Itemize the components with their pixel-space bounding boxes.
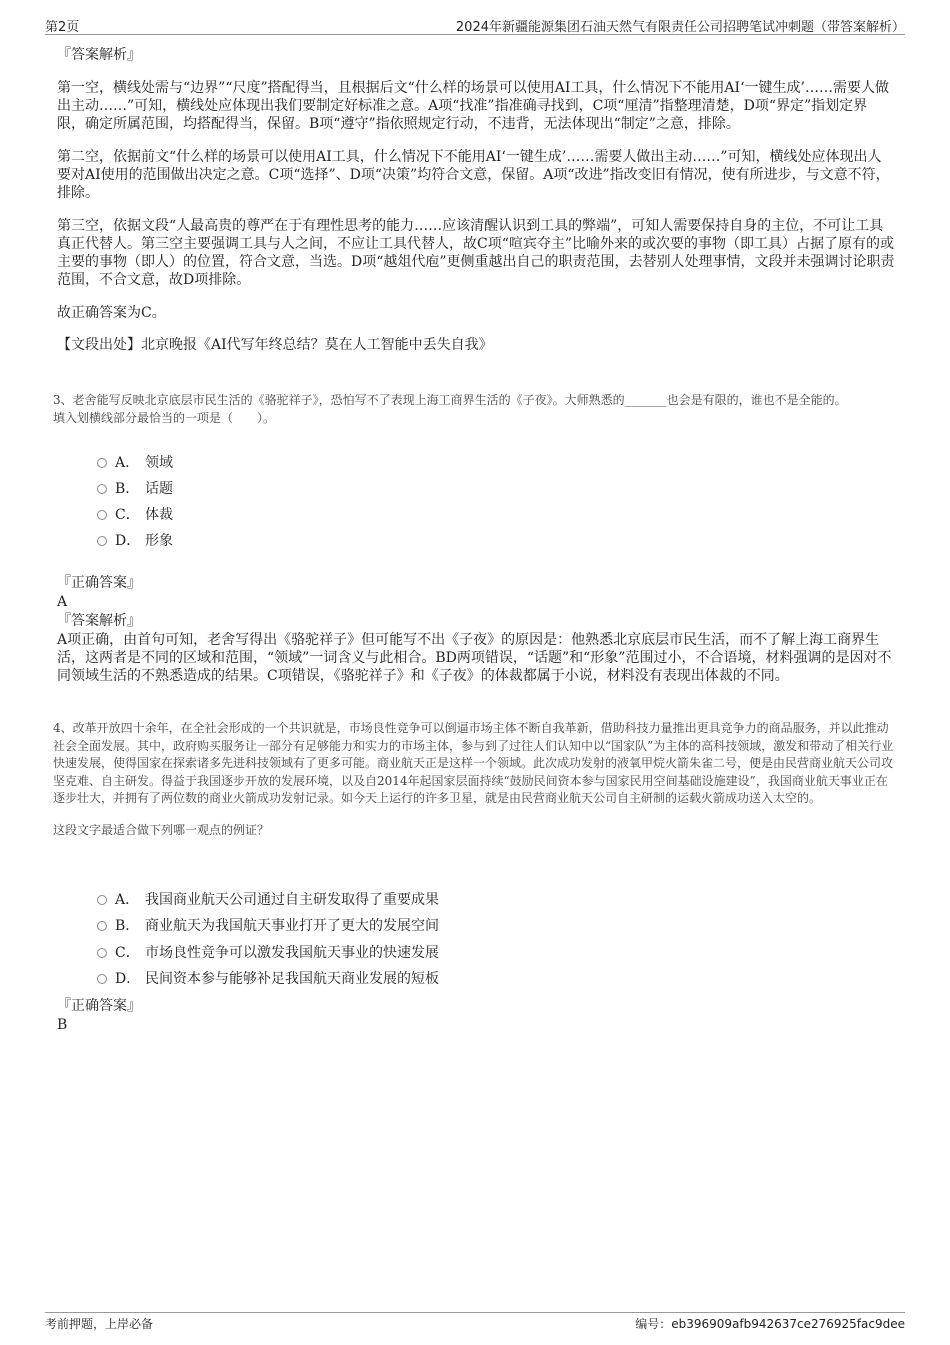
radio-icon[interactable]: [97, 895, 107, 905]
radio-icon[interactable]: [97, 484, 107, 494]
radio-icon[interactable]: [97, 458, 107, 468]
option-b[interactable]: B． 话题: [97, 480, 173, 498]
question-prompt: 填入划横线部分最恰当的一项是（ ）。: [53, 410, 276, 425]
answer-statement: 故正确答案为C。: [57, 305, 166, 321]
question-stem: 4、改革开放四十余年，在全社会形成的一个共识就是，市场良性竞争可以倒逼市场主体不断自我革新，借助科技力量推出更具竞争力的商品服务，并以此推动社会全面发展。其中，政府购买服务让一部分有足够能力和实力的市场主体，参与到了过往人们认知中以“国家队”为主体的高科技领域，激发和带动了相关行业快速发展，使得国家在探索诸多先进科技领域有了更多可能。商业航天正是这样一个领域。此次成功发射的液氧甲烷火箭朱雀二号，便是由民营商业航天公司攻坚克难、自主研发。得益于我国逐步开放的发展环境，以及自2014年起国家层面持续“鼓励民间资本参与国家民用空间基础设施建设”，我国商业航天事业正在逐步壮大，并拥有了两位数的商业火箭成功发射记录。如今天上运行的许多卫星，就是由民营商业航天公司自主研制的运载火箭成功送入太空的。: [53, 721, 894, 805]
analysis-label: 『答案解析』: [57, 47, 141, 63]
document-title: 2024年新疆能源集团石油天然气有限责任公司招聘笔试冲刺题（带答案解析）: [455, 20, 905, 35]
option-d[interactable]: D． 民间资本参与能够补足我国航天商业发展的短板: [97, 970, 439, 988]
radio-icon[interactable]: [97, 536, 107, 546]
answer-label: 『正确答案』: [57, 998, 141, 1014]
analysis-paragraph: 第三空，依据文段“人最高贵的尊严在于有理性思考的能力……应该清醒认识到工具的弊端”，可知人需要保持自身的主位，不可让工具真正代替人。第三空主要强调工具与人之间，不应让工具代替人，故C项“喧宾夺主”比喻外来的或次要的事物（即工具）占据了原有的或主要的事物（即人）的位置，符合文意，当选。D项“越俎代庖”更侧重越出自己的职责范围，去替别人处理事情，文段并未强调讨论职责范围，不合文意，故D项排除。: [57, 218, 895, 288]
option-d[interactable]: D． 形象: [97, 532, 173, 550]
page-footer: [45, 1312, 905, 1333]
option-a[interactable]: A． 领域: [97, 454, 173, 472]
radio-icon[interactable]: [97, 510, 107, 520]
q3-answer-block: [57, 574, 895, 685]
radio-icon[interactable]: [97, 921, 107, 931]
correct-answer: A: [57, 594, 68, 610]
analysis-label: 『答案解析』: [57, 613, 141, 629]
radio-icon[interactable]: [97, 948, 107, 958]
option-a[interactable]: A． 我国商业航天公司通过自主研发取得了重要成果: [97, 891, 439, 909]
page-header: [45, 16, 905, 35]
analysis-paragraph: 第一空，横线处需与“边界”“尺度”搭配得当，且根据后文“什么样的场景可以使用AI工具，什么情况下不能用AI‘一键生成’……需要人做出主动……”可知，横线处应体现出我们要制定好标准之意。A项“找准”指准确寻找到，C项“厘清”指整理清楚，D项“界定”指划定界限，确定所属范围，均搭配得当，保留。B项“遵守”指依照规定行动，不违背，无法体现出“制定”之意，排除。: [57, 80, 889, 132]
option-b[interactable]: B． 商业航天为我国航天事业打开了更大的发展空间: [97, 917, 439, 935]
correct-answer: B: [57, 1017, 68, 1033]
option-c[interactable]: C． 市场良性竞争可以激发我国航天事业的快速发展: [97, 944, 439, 962]
answer-label: 『正确答案』: [57, 575, 141, 591]
question-4: [53, 720, 895, 839]
question-stem: 3、老舍能写反映北京底层市民生活的《骆驼祥子》，恐怕写不了表现上海工商界生活的《子夜》。大师熟悉的_______也会是有限的，谁也不是全能的。: [53, 393, 847, 407]
source-citation: 【文段出处】北京晚报《AI代写年终总结？莫在人工智能中丢失自我》: [57, 337, 493, 353]
question-prompt: 这段文字最适合做下列哪一观点的例证？: [53, 822, 270, 837]
radio-icon[interactable]: [97, 974, 107, 984]
q4-answer-block: [57, 997, 895, 1035]
footer-slogan: 考前押题，上岸必备: [45, 1317, 154, 1331]
option-c[interactable]: C． 体裁: [97, 506, 173, 524]
question-3: [53, 392, 895, 427]
analysis-text: A项正确，由首句可知，老舍写得出《骆驼祥子》但可能写不出《子夜》的原因是：他熟悉北京底层市民生活，而不了解上海工商界生活，这两者是不同的区域和范围，“领域”一词含义与此相合。BD两项错误，“话题”和“形象”范围过小，不合语境，材料强调的是因对不同领域生活的不熟悉造成的结果。C项错误，《骆驼祥子》和《子夜》的体裁都属于小说，材料没有表现出体裁的不同。: [57, 632, 892, 684]
document-id: 编号：eb396909afb942637ce276925fac9dee: [635, 1317, 905, 1331]
page-number: 第2页: [45, 20, 80, 35]
analysis-paragraph: 第二空，依据前文“什么样的场景可以使用AI工具，什么情况下不能用AI‘一键生成’……需要人做出主动……”可知，横线处应体现出人要对AI使用的范围做出决定之意。C项“选择”、D项“决策”均符合文意，保留。A项“改进”指改变旧有情况，使有所进步，与文意不符，排除。: [57, 149, 890, 201]
q2-analysis: [57, 46, 895, 354]
